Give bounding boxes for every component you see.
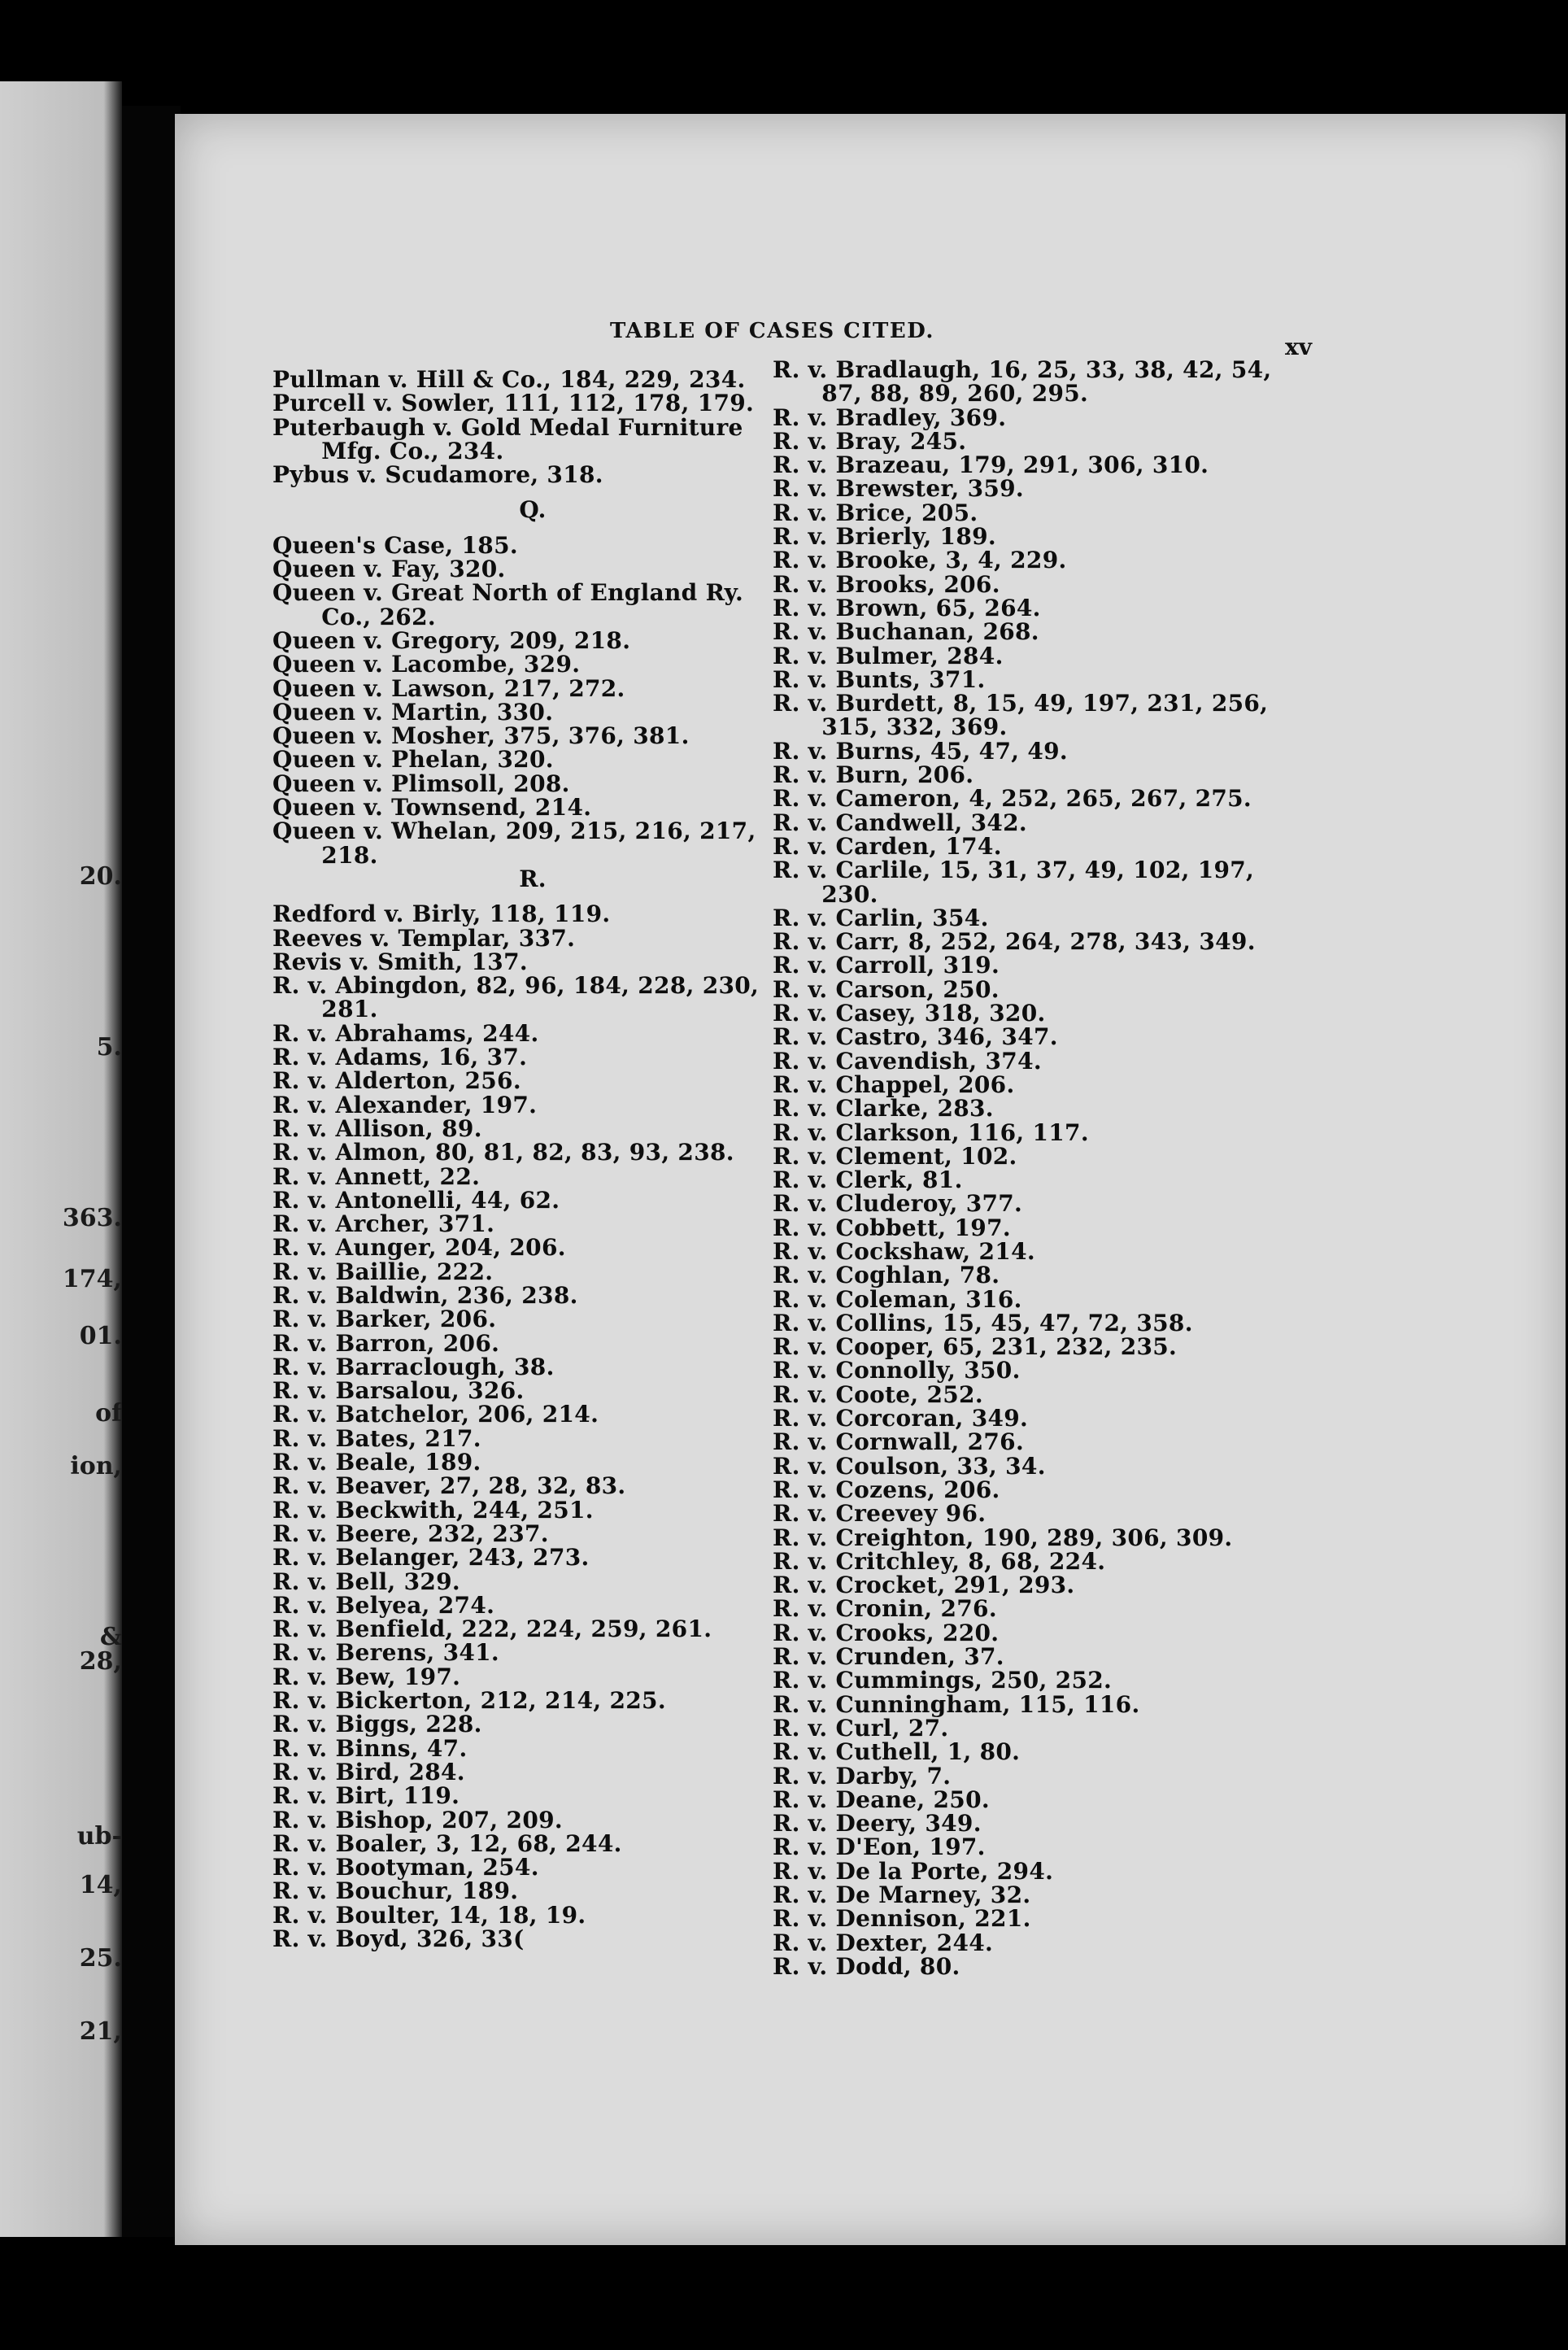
case-entry: R. v. Antonelli, 44, 62. xyxy=(272,1186,560,1214)
case-entry: 281. xyxy=(272,996,378,1023)
case-entry: R. v. Candwell, 342. xyxy=(773,809,1027,836)
case-entry: R. v. Castro, 346, 347. xyxy=(773,1023,1058,1051)
case-entry: Redford v. Birly, 118, 119. xyxy=(272,900,611,928)
case-entry: Queen v. Fay, 320. xyxy=(272,556,506,583)
case-entry: R. v. Binns, 47. xyxy=(272,1734,468,1762)
case-entry: Puterbaugh v. Gold Medal Furniture xyxy=(272,413,743,441)
case-entry: R. v. Burn, 206. xyxy=(773,761,974,789)
case-entry: R. v. Cronin, 276. xyxy=(773,1595,997,1623)
case-entry: R. v. Baillie, 222. xyxy=(272,1258,494,1285)
case-entry: R. v. Connolly, 350. xyxy=(773,1357,1021,1384)
case-entry: R. v. Buchanan, 268. xyxy=(773,618,1039,646)
left-page-fragment: of xyxy=(95,1399,122,1428)
case-entry: R. v. Burdett, 8, 15, 49, 197, 231, 256, xyxy=(773,690,1269,717)
case-entry: R. v. Allison, 89. xyxy=(272,1114,482,1142)
left-page-fragment: 21, xyxy=(79,2017,122,2046)
case-entry: R. v. Carson, 250. xyxy=(773,975,1000,1003)
case-entry: R. v. Cooper, 65, 231, 232, 235. xyxy=(773,1333,1178,1361)
case-entry: R. v. Carlin, 354. xyxy=(773,904,989,931)
case-entry: R. v. Coulson, 33, 34. xyxy=(773,1452,1046,1480)
case-entry: R. v. Batchelor, 206, 214. xyxy=(272,1401,599,1428)
left-page-fragment: 363. xyxy=(62,1204,122,1232)
case-entry: R. v. Brice, 205. xyxy=(773,499,978,526)
case-entry: R. v. Bickerton, 212, 214, 225. xyxy=(272,1687,666,1715)
case-entry: R. v. Belanger, 243, 273. xyxy=(272,1544,590,1572)
case-entry: R. v. Bouchur, 189. xyxy=(272,1877,519,1905)
case-entry: R. v. Barraclough, 38. xyxy=(272,1353,555,1380)
left-page-edge xyxy=(0,81,122,2237)
case-entry: R. v. Corcoran, 349. xyxy=(773,1405,1029,1432)
case-entry: Queen v. Mosher, 375, 376, 381. xyxy=(272,722,690,750)
case-entry: R. v. Deery, 349. xyxy=(773,1810,982,1838)
case-entry: R. v. Alderton, 256. xyxy=(272,1067,521,1095)
left-page-fragment: 28, xyxy=(79,1647,122,1676)
case-entry: Queen v. Plimsoll, 208. xyxy=(272,770,570,797)
case-entry: R. v. Coote, 252. xyxy=(773,1380,983,1408)
case-entry: Queen's Case, 185. xyxy=(272,531,518,559)
case-entry: R. v. Dennison, 221. xyxy=(773,1905,1031,1933)
case-entry: R. v. Archer, 371. xyxy=(272,1210,495,1238)
page-header-title: TABLE OF CASES CITED. xyxy=(610,319,934,343)
case-entry: R. v. Casey, 318, 320. xyxy=(773,1000,1046,1027)
case-entry: R. v. Boulter, 14, 18, 19. xyxy=(272,1901,586,1929)
case-entry: R. v. Brooke, 3, 4, 229. xyxy=(773,547,1067,574)
case-entry: R. v. Benfield, 222, 224, 259, 261. xyxy=(272,1615,712,1643)
book-page xyxy=(175,114,1566,2245)
right-column xyxy=(773,358,1513,1978)
section-heading-r: R. xyxy=(519,865,547,892)
case-entry: Purcell v. Sowler, 111, 112, 178, 179. xyxy=(272,390,755,417)
case-entry: R. v. Coleman, 316. xyxy=(773,1285,1022,1313)
page-number: xv xyxy=(1285,334,1312,360)
case-entry: 87, 88, 89, 260, 295. xyxy=(773,380,1089,408)
case-entry: R. v. Crooks, 220. xyxy=(773,1619,1000,1646)
case-entry: R. v. D'Eon, 197. xyxy=(773,1833,986,1861)
case-entry: R. v. Abrahams, 244. xyxy=(272,1019,539,1047)
case-entry: R. v. Beale, 189. xyxy=(272,1449,481,1476)
left-page-fragment: 5. xyxy=(96,1033,122,1062)
case-entry: R. v. Beere, 232, 237. xyxy=(272,1519,549,1547)
case-entry: Queen v. Lacombe, 329. xyxy=(272,651,581,678)
case-entry: R. v. Cobbett, 197. xyxy=(773,1214,1011,1241)
case-entry: R. v. Bootyman, 254. xyxy=(272,1854,539,1881)
case-entry: R. v. Carroll, 319. xyxy=(773,952,1000,979)
case-entry: R. v. Boyd, 326, 33( xyxy=(272,1925,525,1952)
case-entry: R. v. Creighton, 190, 289, 306, 309. xyxy=(773,1524,1233,1551)
left-page-fragment: ub- xyxy=(76,1822,122,1851)
case-entry: R. v. Brazeau, 179, 291, 306, 310. xyxy=(773,451,1209,479)
case-entry: R. v. Cuthell, 1, 80. xyxy=(773,1738,1021,1766)
case-entry: R. v. Annett, 22. xyxy=(272,1162,481,1190)
case-entry: R. v. Coghlan, 78. xyxy=(773,1262,1000,1289)
case-entry: R. v. Bird, 284. xyxy=(272,1758,465,1785)
case-entry: Co., 262. xyxy=(272,603,436,630)
case-entry: R. v. Bell, 329. xyxy=(272,1567,460,1595)
case-entry: R. v. Cornwall, 276. xyxy=(773,1428,1024,1456)
case-entry: R. v. Darby, 7. xyxy=(773,1762,952,1790)
case-entry: Queen v. Townsend, 214. xyxy=(272,794,592,822)
case-entry: R. v. Beckwith, 244, 251. xyxy=(272,1496,594,1524)
case-entry: R. v. Brewster, 359. xyxy=(773,475,1024,503)
case-entry: R. v. Boaler, 3, 12, 68, 244. xyxy=(272,1829,622,1857)
case-entry: R. v. Dodd, 80. xyxy=(773,1952,960,1980)
case-entry: 218. xyxy=(272,841,378,869)
case-entry: Revis v. Smith, 137. xyxy=(272,948,528,975)
case-entry: R. v. Clarke, 283. xyxy=(773,1095,994,1123)
case-entry: R. v. Abingdon, 82, 96, 184, 228, 230, xyxy=(272,972,760,1000)
case-entry: R. v. Carr, 8, 252, 264, 278, 343, 349. xyxy=(773,928,1256,956)
case-entry: Queen v. Great North of England Ry. xyxy=(272,579,744,607)
case-entry: Queen v. Lawson, 217, 272. xyxy=(272,674,625,702)
case-entry: R. v. Chappel, 206. xyxy=(773,1070,1015,1098)
left-page-fragment: ion, xyxy=(70,1452,122,1480)
case-entry: Queen v. Phelan, 320. xyxy=(272,746,554,774)
case-entry: R. v. Cozens, 206. xyxy=(773,1476,1000,1503)
case-entry: R. v. Burns, 45, 47, 49. xyxy=(773,737,1068,765)
left-page-fragment: & xyxy=(99,1623,122,1651)
case-entry: R. v. Beaver, 27, 28, 32, 83. xyxy=(272,1472,626,1500)
case-entry: R. v. Critchley, 8, 68, 224. xyxy=(773,1547,1106,1575)
section-heading-q: Q. xyxy=(519,496,547,524)
case-entry: R. v. Aunger, 204, 206. xyxy=(272,1234,566,1262)
case-entry: R. v. Berens, 341. xyxy=(272,1639,499,1667)
book-spine-shadow xyxy=(122,106,181,2237)
case-entry: R. v. Crocket, 291, 293. xyxy=(773,1572,1075,1599)
case-entry: R. v. Clerk, 81. xyxy=(773,1166,963,1194)
case-entry: R. v. Clarkson, 116, 117. xyxy=(773,1118,1089,1146)
case-entry: R. v. Almon, 80, 81, 82, 83, 93, 238. xyxy=(272,1139,734,1166)
case-entry: R. v. Cockshaw, 214. xyxy=(773,1237,1035,1265)
case-entry: R. v. Carden, 174. xyxy=(773,832,1002,860)
case-entry: R. v. Bray, 245. xyxy=(773,427,967,455)
case-entry: Queen v. Whelan, 209, 215, 216, 217, xyxy=(272,817,756,845)
case-entry: R. v. De Marney, 32. xyxy=(773,1881,1031,1908)
case-entry: R. v. Bulmer, 284. xyxy=(773,642,1004,669)
case-entry: R. v. Clement, 102. xyxy=(773,1142,1017,1170)
case-entry: R. v. Cameron, 4, 252, 265, 267, 275. xyxy=(773,785,1252,813)
left-page-fragment: 20. xyxy=(79,862,122,891)
case-entry: R. v. Bew, 197. xyxy=(272,1663,461,1690)
case-entry: R. v. Cluderoy, 377. xyxy=(773,1190,1023,1218)
case-entry: R. v. Barker, 206. xyxy=(272,1306,497,1333)
case-entry: R. v. Bradlaugh, 16, 25, 33, 38, 42, 54, xyxy=(773,356,1272,383)
case-entry: R. v. Brooks, 206. xyxy=(773,570,1000,598)
left-page-fragment: 25. xyxy=(79,1944,122,1973)
case-entry: R. v. Biggs, 228. xyxy=(272,1711,482,1738)
case-entry: R. v. Bunts, 371. xyxy=(773,665,986,693)
case-entry: R. v. Barron, 206. xyxy=(272,1329,500,1357)
case-entry: R. v. Brown, 65, 264. xyxy=(773,594,1041,621)
case-entry: R. v. Birt, 119. xyxy=(272,1782,460,1810)
case-entry: R. v. Creevey 96. xyxy=(773,1500,987,1528)
case-entry: R. v. Alexander, 197. xyxy=(272,1091,538,1118)
case-entry: R. v. Bates, 217. xyxy=(272,1424,481,1452)
left-page-fragment: 01. xyxy=(79,1322,122,1350)
case-entry: 230. xyxy=(773,880,878,908)
case-entry: R. v. Barsalou, 326. xyxy=(272,1377,525,1405)
case-entry: Mfg. Co., 234. xyxy=(272,437,504,464)
case-entry: Pullman v. Hill & Co., 184, 229, 234. xyxy=(272,366,746,393)
case-entry: R. v. Carlile, 15, 31, 37, 49, 102, 197, xyxy=(773,857,1255,884)
case-entry: R. v. Baldwin, 236, 238. xyxy=(272,1281,578,1309)
case-entry: R. v. Belyea, 274. xyxy=(272,1591,495,1619)
case-entry: R. v. Bradley, 369. xyxy=(773,403,1007,431)
left-page-fragment: 14, xyxy=(79,1871,122,1899)
case-entry: 315, 332, 369. xyxy=(773,713,1008,741)
case-entry: R. v. Crunden, 37. xyxy=(773,1643,1004,1671)
case-entry: Queen v. Gregory, 209, 218. xyxy=(272,626,631,654)
case-entry: R. v. Bishop, 207, 209. xyxy=(272,1806,563,1833)
case-entry: R. v. Curl, 27. xyxy=(773,1714,949,1742)
case-entry: R. v. Adams, 16, 37. xyxy=(272,1044,528,1071)
case-entry: R. v. Dexter, 244. xyxy=(773,1929,994,1956)
case-entry: Reeves v. Templar, 337. xyxy=(272,924,576,952)
case-entry: Pybus v. Scudamore, 318. xyxy=(272,461,603,489)
case-entry: R. v. Deane, 250. xyxy=(773,1785,990,1813)
case-entry: R. v. Collins, 15, 45, 47, 72, 358. xyxy=(773,1309,1193,1336)
case-entry: R. v. De la Porte, 294. xyxy=(773,1857,1054,1885)
left-page-fragment: 174, xyxy=(62,1265,122,1293)
entries-r-continued xyxy=(773,358,1513,1978)
case-entry: R. v. Brierly, 189. xyxy=(773,523,996,551)
case-entry: R. v. Cunningham, 115, 116. xyxy=(773,1690,1140,1718)
case-entry: Queen v. Martin, 330. xyxy=(272,698,554,726)
case-entry: R. v. Cummings, 250, 252. xyxy=(773,1667,1113,1694)
case-entry: R. v. Cavendish, 374. xyxy=(773,1047,1042,1075)
